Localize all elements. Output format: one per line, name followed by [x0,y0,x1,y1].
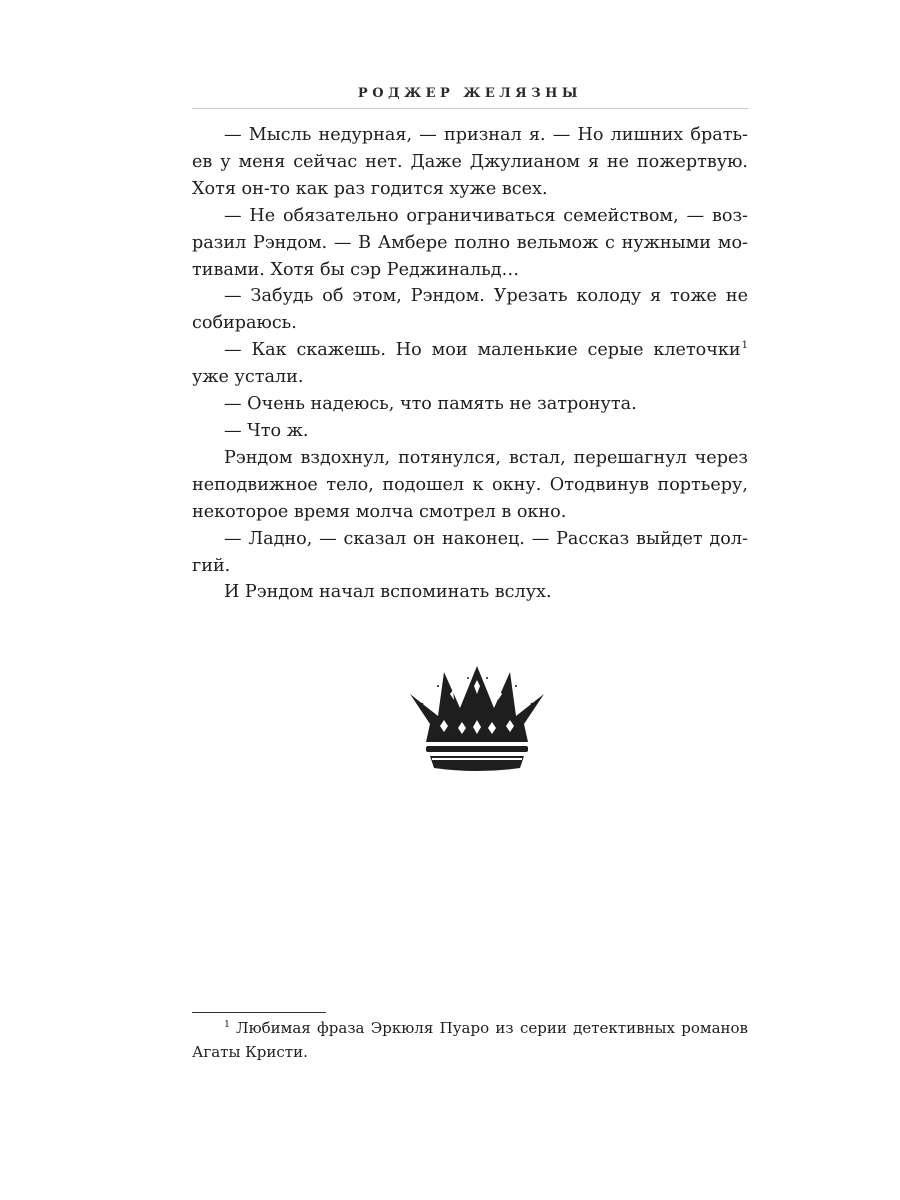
paragraph [192,337,748,391]
crown-icon [410,664,544,774]
book-page [192,0,748,1200]
footnote-reference[interactable]: 1 [741,340,748,352]
footnote-text: Любимая фраза Эркюля Пуаро из серии детективных романов Агаты Кристи. [192,1019,748,1061]
paragraph: И Рэндом начал вспоминать вслух. [224,582,552,603]
paragraph: — Ладно, — сказал он наконец. — Рассказ выйдет долгий. [192,528,748,576]
paragraph: — Очень надеюсь, что память не затронута. [224,394,637,415]
paragraph: — Мысль недурная, — признал я. — Но лишних братьев у меня сейчас нет. Даже Джулианом я не пожертвую. Хотя он-то как раз годится хуже всех. [192,125,748,199]
paragraph: — Что ж. [224,420,309,441]
header-rule [192,108,748,109]
running-head-author: РОДЖЕР ЖЕЛЯЗНЫ [357,86,583,101]
paragraph: — Не обязательно ограничиваться семейством, — возразил Рэндом. — В Амбере полно вельмож с нужными мотивами. Хотя бы сэр Реджинальд… [192,205,748,280]
paragraph-text: — Как скажешь. Но мои маленькие серые клеточки [224,340,741,361]
paragraph: Рэндом вздохнул, потянулся, встал, перешагнул через неподвижное тело, подошел к окну. Отодвинув портьеру, некоторое время молча смотрел в окно. [192,447,748,522]
footnote [192,1016,748,1064]
footnote-marker: 1 [224,1019,231,1030]
paragraph-text-continued: уже устали. [192,367,304,388]
footnote-rule [192,1012,326,1013]
paragraph: — Забудь об этом, Рэндом. Урезать колоду я тоже не собираюсь. [192,286,748,334]
body-text [192,122,748,606]
